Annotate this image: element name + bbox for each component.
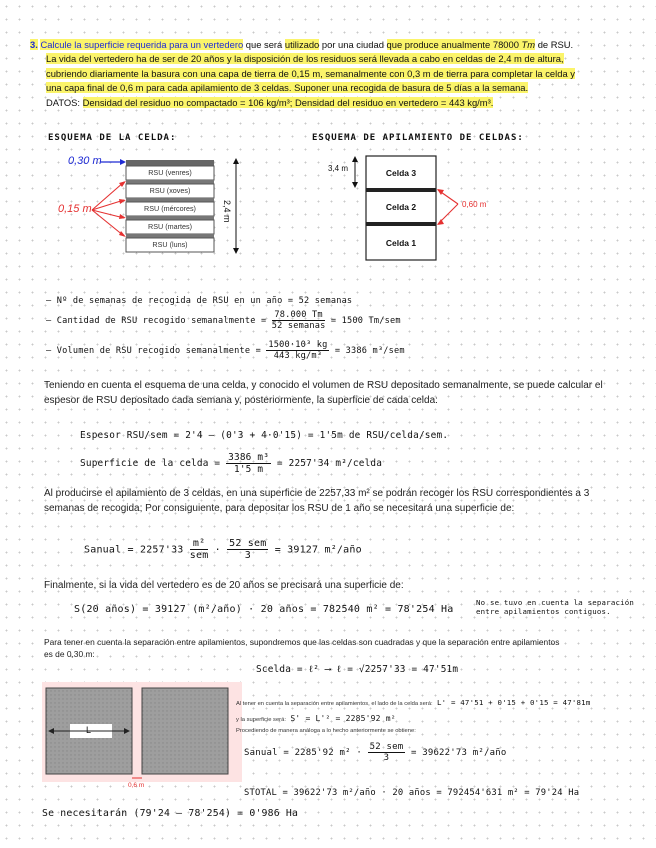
celda-row: RSU (xoves) <box>149 186 191 195</box>
celda-row: RSU (venres) <box>148 168 192 177</box>
calc-stotal: STOTAL = 39622'73 m²/año · 20 años = 792454'631 m² = 79'24 Ha <box>244 788 580 798</box>
apilamiento-cell: Celda 1 <box>385 238 417 248</box>
apilamiento-schema-title: ESQUEMA DE APILAMIENTO DE CELDAS: <box>312 133 524 143</box>
note-surface: y la superficie será: S' = L'² = 2285'92 m² <box>236 714 396 723</box>
celda-top-label: 0,30 m <box>68 155 102 167</box>
problem-statement <box>30 38 630 110</box>
celda-schema-title: ESQUEMA DE LA CELDA: <box>48 133 177 143</box>
celda-row: RSU (mércores) <box>144 204 196 213</box>
paragraph-4: Para tener en cuenta la separación entre apilamientos, supondremos que las celdas son cuadradas y que la separación entre apilamientos es de 0,30 m: <box>44 637 560 659</box>
squares-diagram-svg <box>42 682 242 794</box>
problem-body: La vida del vertedero ha de ser de 20 años y la disposición de los residuos será llevada a cabo en celdas de 2,4 m de altura, cubriendo diariamente la basura con una capa de tierra de 0,15 m, semanalmente con 0,3 m de tierra para completar la celda y una capa final de 0,6 m para cada apilamiento de 3 celdas. Suponer una recogida de basura de 5 días a la semana. DATOS: Densidad del residuo no compactado = 106 kg/m³; Densidad del residuo en vertedero = 443 kg/m³. <box>46 53 575 108</box>
calc-s20-note: No se tuvo en cuenta la separación entre apilamientos contiguos. <box>476 598 635 616</box>
calc-sup-celda: Superficie de la celda = $\frac{\text{3386 m³}}{1'5 m}$ = 2257'34 m²/celda <box>80 452 383 475</box>
celda-row: RSU (luns) <box>152 240 188 249</box>
calc-sanual-2: Sanual = 2285'92 m² · $\frac{\text{52 sem}}{3}$ = 39622'73 m²/año <box>244 742 507 763</box>
celda-diagram <box>40 150 270 265</box>
apilamiento-cell: Celda 3 <box>385 168 417 178</box>
celda-mid-label: 0,15 m <box>58 203 92 215</box>
calc-sanual: Sanual = 2257'33 $\frac{\text{m²}}{\text{sem}}$ · $\frac{\text{52 sem}}{3}$ = 39127 m²/año <box>84 538 362 561</box>
celda-height-label: 2,4 m <box>222 200 232 223</box>
apilamiento-height-label: 3,4 m <box>328 164 349 173</box>
note-side: Al tener en cuenta la separación entre apilamientos, el lado de la celda será: L' = 47'51 + 0'15 + 0'15 = 47'81m <box>236 698 591 707</box>
final-answer: Se necesitarán (79'24 – 78'254) = 0'986 Ha <box>42 808 299 819</box>
calc-weekly-amount: – Cantidad de RSU recogido semanalmente = $\frac{78.000 Tm}{\text{52 semanas}}$ = 1500 Tm/sem <box>46 310 401 331</box>
calc-espesor: Espesor RSU/sem = 2'4 – (0'3 + 4·0'15) = 1'5m de RSU/celda/sem. <box>80 430 449 441</box>
paragraph-3: Finalmente, si la vida del vertedero es de 20 años se precisará una superficie de: <box>44 580 404 591</box>
calc-weekly-volume: – Volumen de RSU recogido semanalmente = $\frac{\text{1500·10³ kg}}{\text{443 kg/m³}}$ = 3386 m³/sem <box>46 340 405 361</box>
squares-diagram <box>42 682 242 794</box>
apilamiento-sep-label: 0,60 m <box>462 200 487 209</box>
calc-s20: S(20 años) = 39127 (m²/año) · 20 años = 782540 m² = 78'254 Ha <box>74 604 454 615</box>
problem-line-1: 3. Calcule la superficie requerida para un vertedero que será utilizado por una ciudad que produce anualmente 78000 Tm de RSU. <box>30 39 574 50</box>
apilamiento-diagram <box>328 152 518 262</box>
paragraph-2: Al producirse el apilamiento de 3 celdas, en una superficie de 2257,33 m² se podrán recoger los RSU correspondientes a 3 semanas de recogida; Por consiguiente, para depositar los RSU de 1 año se necesitará una superficie de: <box>44 488 590 514</box>
celda-row: RSU (martes) <box>148 222 192 231</box>
paragraph-1: Teniendo en cuenta el esquema de una celda, y conocido el volumen de RSU depositado semanalmente, se puede calcular el espesor de RSU depositado cada semana y, posteriormente, la superficie de cada celda: <box>44 380 603 406</box>
calc-scelda: Scelda = ℓ² ⟶ ℓ = √2257'33 = 47'51m <box>256 664 459 675</box>
apilamiento-cell: Celda 2 <box>385 202 417 212</box>
squares-sep-label: 0,6 m <box>128 782 145 789</box>
squares-L-label: L <box>86 725 92 735</box>
calc-weeks: – Nº de semanas de recogida de RSU en un año = 52 semanas <box>46 296 353 306</box>
note-analog: Procediendo de manera análoga a lo hecho anteriormente se obtiene: <box>236 728 416 734</box>
